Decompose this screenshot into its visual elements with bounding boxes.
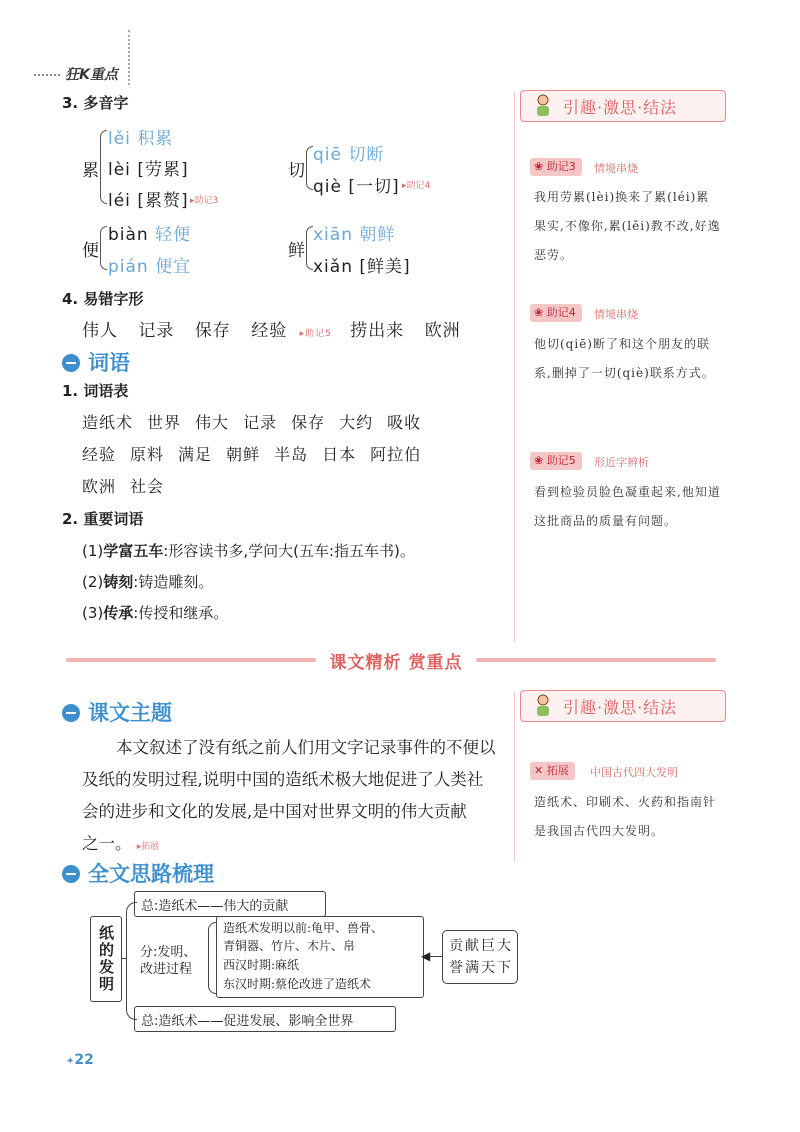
memo-label-5: ❀ 助记5 xyxy=(530,452,582,470)
outline-total-2: 总:造纸术——促进发展、影响全世界 xyxy=(134,1006,396,1032)
bracket-bian xyxy=(100,226,107,270)
vocab-section-title: 词语 xyxy=(62,347,130,377)
memo-flower-icon: ❀ xyxy=(534,454,544,467)
poly-char-xian: 鲜 xyxy=(288,241,306,261)
reading-bian-2: pián 便宜 xyxy=(108,257,192,277)
extension-sub: 中国古代四大发明 xyxy=(590,766,678,779)
section-bullet-icon xyxy=(62,704,80,722)
bracket-xian xyxy=(306,226,313,270)
reading-qie-2: qiè [一切] xyxy=(313,177,400,197)
student-icon xyxy=(533,93,553,117)
extension-label: ✕ 拓展 xyxy=(530,762,575,780)
important-title: 2. 重要词语 xyxy=(62,510,144,528)
poly-char-lei: 累 xyxy=(82,161,100,181)
outline-branch-tick xyxy=(121,958,127,959)
extension-text: 造纸术、印刷术、火药和指南针是我国古代四大发明。 xyxy=(534,795,717,838)
reading-lei-2: lèi [劳累] xyxy=(108,160,189,180)
reading-xian-2: xiǎn [鲜美] xyxy=(313,257,411,277)
memo-tag-4[interactable]: ▸助记4 xyxy=(402,181,431,191)
reading-xian-1: xiān 朝鲜 xyxy=(313,225,396,245)
reading-lei-1: lěi 积累 xyxy=(108,129,174,149)
confusing-words: 伟人 记录 保存 经验 ▸助记5 捞出来 欧洲 xyxy=(82,321,461,341)
side-banner-bottom: 引趣·激思·结法 xyxy=(520,690,726,722)
outline-branch-label: 分:发明、 改进过程 xyxy=(140,945,197,977)
divider-title: 课文精析 赏重点 xyxy=(329,653,463,673)
side-column-divider-bottom xyxy=(514,692,515,862)
outline-main-bracket xyxy=(126,902,137,1020)
reading-bian-1: biàn 轻便 xyxy=(108,225,192,245)
header-dotted-line xyxy=(128,30,130,85)
important-item-1: (1)学富五车:形容读书多,学问大(五车:指五车书)。 xyxy=(82,542,415,560)
page-number: ✦22 xyxy=(66,1052,94,1068)
important-item-2: (2)铸刻:铸造雕刻。 xyxy=(82,573,214,591)
bracket-qie xyxy=(306,146,313,190)
outline-items-box: 造纸术发明以前:龟甲、兽骨、 青铜器、竹片、木片、帛 西汉时期:麻纸 东汉时期:蔡伦改进了造纸术 xyxy=(216,916,424,998)
side-column-divider-top xyxy=(514,92,515,642)
poly-char-qie: 切 xyxy=(288,161,306,181)
memo-label-3: ❀ 助记3 xyxy=(530,158,582,176)
page-header-logo xyxy=(34,64,118,84)
section-bullet-icon xyxy=(62,865,80,883)
section-divider xyxy=(66,650,716,673)
memo-text-4: 他切(qiē)断了和这个朋友的联系,删掉了一切(qiè)联系方式。 xyxy=(534,337,715,380)
outline-arrow-icon: ◀ xyxy=(421,949,431,963)
vocab-row-2: 经验 原料 满足 朝鲜 半岛 日本 阿拉伯 xyxy=(82,445,422,464)
memo-sub-5: 形近字辨析 xyxy=(594,456,649,469)
reading-qie-1: qiē 切断 xyxy=(313,145,385,165)
memo-sub-4: 情境串烧 xyxy=(594,308,638,321)
memo-label-4: ❀ 助记4 xyxy=(530,304,582,322)
confusing-title: 4. 易错字形 xyxy=(62,290,144,308)
extension-cross-icon: ✕ xyxy=(534,764,544,777)
reading-lei-3: léi [累赘] xyxy=(108,191,189,211)
star-icon: ✦ xyxy=(66,1056,75,1067)
vocab-table-title: 1. 词语表 xyxy=(62,382,129,400)
polyphone-title: 3. 多音字 xyxy=(62,94,129,112)
bracket-lei xyxy=(100,130,107,204)
memo-tag-3[interactable]: ▸助记3 xyxy=(190,196,219,206)
theme-title: 课文主题 xyxy=(62,697,172,727)
memo-text-5: 看到检验员脸色凝重起来,他知道这批商品的质量有问题。 xyxy=(534,485,721,528)
outline-title: 全文思路梳理 xyxy=(62,858,214,888)
outline-conclusion-box: 贡献巨大 誉满天下 xyxy=(442,930,518,984)
poly-char-bian: 便 xyxy=(82,241,100,261)
outline-total-1: 总:造纸术——伟大的贡献 xyxy=(134,891,326,917)
memo-flower-icon: ❀ xyxy=(534,306,544,319)
memo-flower-icon: ❀ xyxy=(534,160,544,173)
theme-paragraph: 本文叙述了没有纸之前人们用文字记录事件的不便以 及纸的发明过程,说明中国的造纸术极大地促进了人类社 会的进步和文化的发展,是中国对世界文明的伟大贡献 之一。 ▸拓展 xyxy=(82,738,496,853)
memo-sub-3: 情境串烧 xyxy=(594,162,638,175)
vocab-row-3: 欧洲 社会 xyxy=(82,477,165,496)
logo-text: 狂K重点 xyxy=(65,67,118,83)
section-bullet-icon xyxy=(62,354,80,372)
student-icon xyxy=(533,693,553,717)
side-banner-top: 引趣·激思·结法 xyxy=(520,90,726,122)
memo-text-3: 我用劳累(lèi)换来了累(léi)累果实,不像你,累(lěi)教不改,好逸恶劳。 xyxy=(534,190,721,262)
important-item-3: (3)传承:传授和继承。 xyxy=(82,604,229,622)
outline-root-box: 纸的发明 xyxy=(90,916,122,1002)
vocab-row-1: 造纸术 世界 伟大 记录 保存 大约 吸收 xyxy=(82,413,422,432)
